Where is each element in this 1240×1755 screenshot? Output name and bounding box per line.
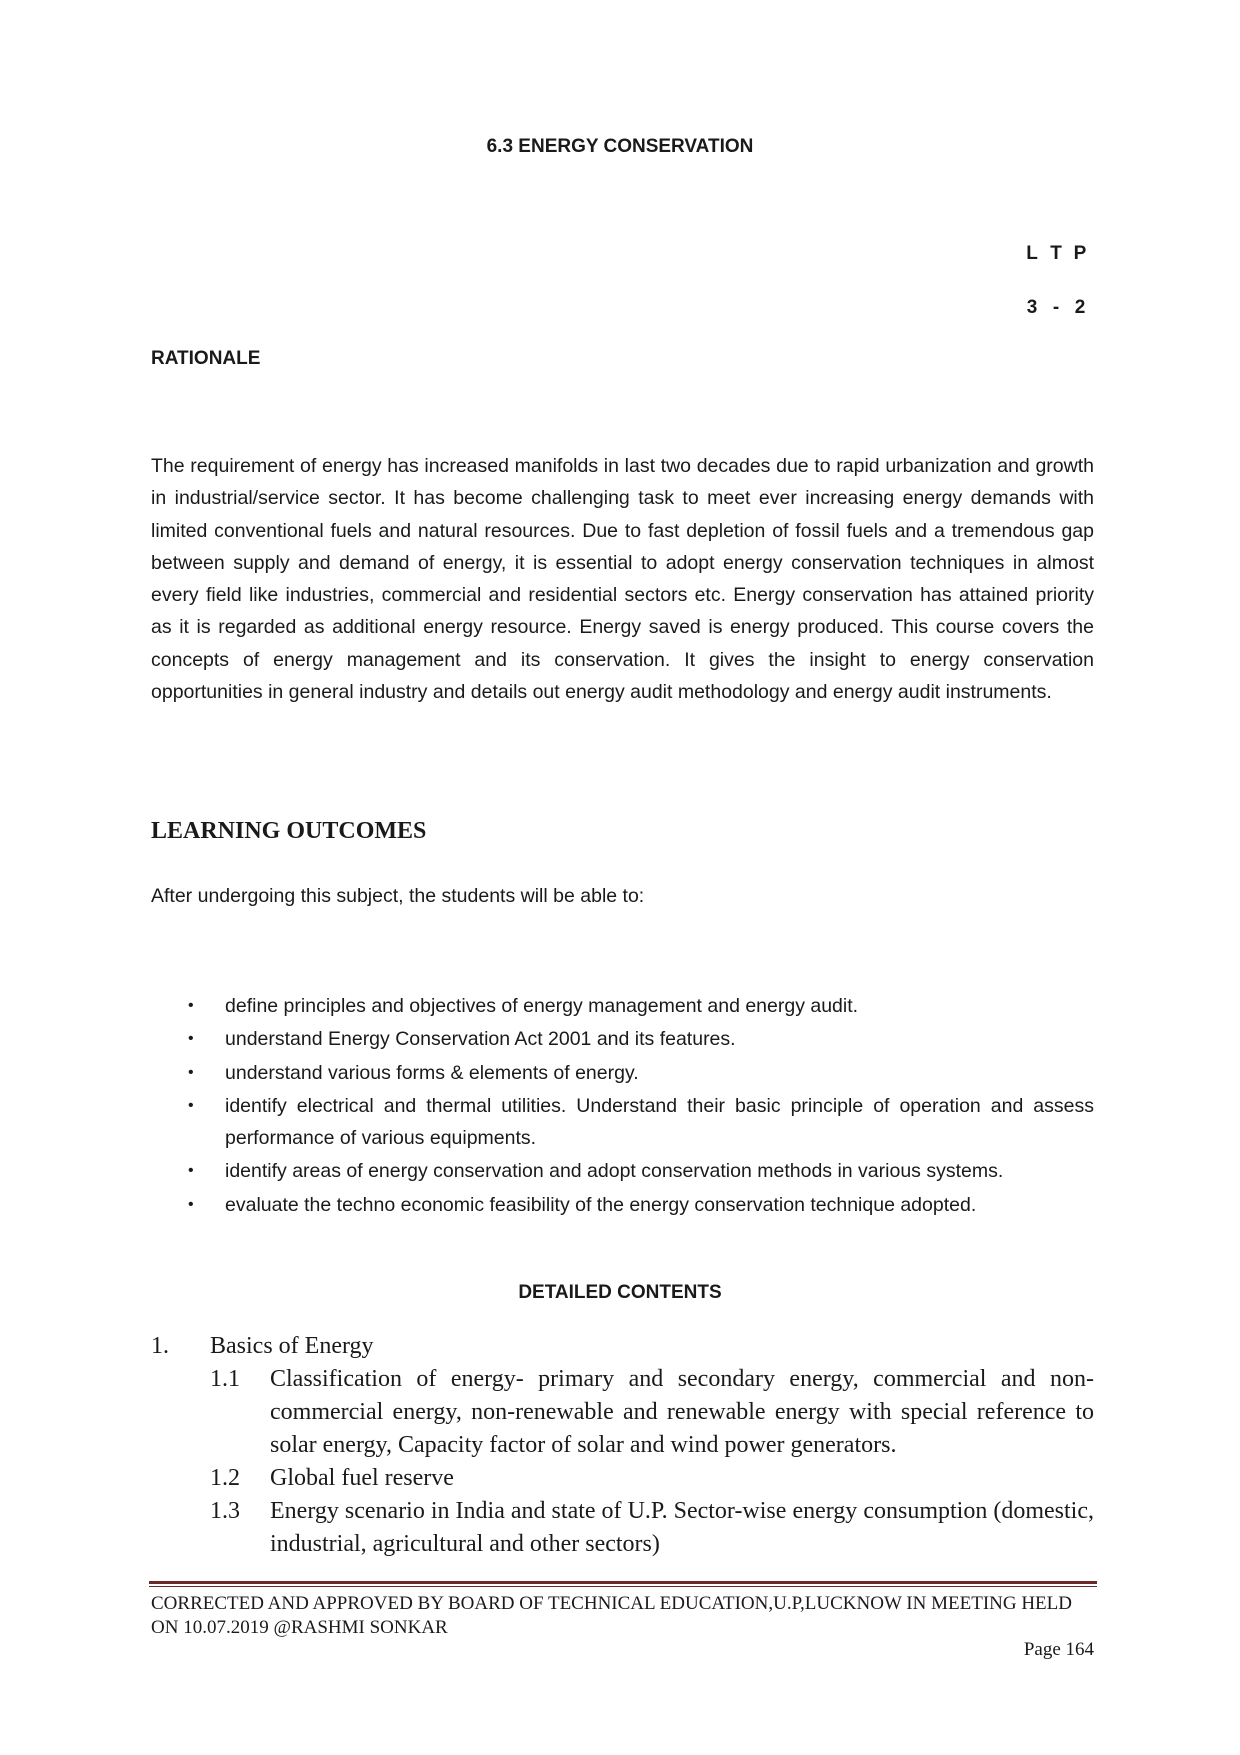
subtopic-text: Global fuel reserve xyxy=(270,1465,454,1491)
ltp-header-l: L xyxy=(1026,243,1038,264)
rationale-paragraph: The requirement of energy has increased manifolds in last two decades due to rapid urbanization and growth in industrial/service sector. It has become challenging task to meet ever increasing energy demands with limited conventional fuels and natural resources. Due to fast depletion of fossil fuels and a tremendous gap between supply and demand of energy, it is essential to adopt energy conservation techniques in almost every field like industries, commercial and residential sectors etc. Energy conservation has attained priority as it is regarded as additional energy resource. Energy saved is energy produced. This course covers the concepts of energy management and its conservation. It gives the insight to energy conservation opportunities in general industry and details out energy audit methodology and energy audit instruments. xyxy=(151,455,1094,704)
page-number: Page 164 xyxy=(1023,1639,1094,1660)
unit-number: 1. xyxy=(151,1333,169,1359)
ltp-value-p: 2 xyxy=(1074,297,1086,318)
page-title: 6.3 ENERGY CONSERVATION xyxy=(486,136,754,157)
bullet-icon: • xyxy=(188,1030,194,1048)
bullet-icon: • xyxy=(188,1063,194,1081)
ltp-header-p: P xyxy=(1073,243,1087,264)
ltp-value-l: 3 xyxy=(1026,297,1038,318)
subtopic xyxy=(151,1363,1094,1462)
bullet-icon: • xyxy=(188,1195,194,1213)
subtopic-number: 1.2 xyxy=(210,1465,240,1491)
subtopic-text: Classification of energy- primary and secondary energy, commercial and non-commercial energy, non-renewable and renewable energy with special reference to solar energy, Capacity factor of solar and wind power generators. xyxy=(270,1366,1094,1458)
outcome-text: define principles and objectives of energy management and energy audit. xyxy=(225,995,859,1017)
bullet-icon: • xyxy=(188,997,194,1014)
rationale-heading: RATIONALE xyxy=(151,348,261,369)
outcome-text: identify areas of energy conservation and adopt conservation methods in various systems. xyxy=(225,1160,1004,1183)
list-item xyxy=(151,1057,1094,1089)
outcome-text: understand various forms & elements of energy. xyxy=(225,1061,639,1084)
list-item xyxy=(151,1023,1094,1055)
ltp-values xyxy=(1020,297,1092,319)
subtopic-number: 1.1 xyxy=(210,1366,240,1392)
detailed-contents xyxy=(151,1330,1094,1561)
list-item xyxy=(151,990,1094,1022)
subtopic-number: 1.3 xyxy=(210,1498,240,1524)
ltp-value-t: - xyxy=(1052,297,1060,318)
footer-divider-thin xyxy=(149,1586,1097,1587)
detailed-contents-heading: DETAILED CONTENTS xyxy=(518,1282,722,1303)
ltp-header xyxy=(1020,243,1092,265)
outcome-text: evaluate the techno economic feasibility of the energy conservation technique adopted. xyxy=(225,1193,977,1216)
list-item xyxy=(151,1189,1094,1221)
footer-divider xyxy=(149,1581,1097,1584)
subtopic-text: Energy scenario in India and state of U.P. Sector-wise energy consumption (domestic, industrial, agricultural and other sectors) xyxy=(270,1498,1094,1557)
unit-heading xyxy=(151,1330,1094,1363)
outcome-text: identify electrical and thermal utilities. Understand their basic principle of operation and assess performance of various equipments. xyxy=(225,1094,1094,1150)
list-item xyxy=(151,1090,1094,1155)
list-item xyxy=(151,1155,1094,1187)
learning-outcomes-intro: After undergoing this subject, the students will be able to: xyxy=(151,885,645,907)
ltp-header-t: T xyxy=(1050,243,1062,264)
footer-approval-note: CORRECTED AND APPROVED BY BOARD OF TECHNICAL EDUCATION,U.P,LUCKNOW IN MEETING HELD ON 10.07.2019 @RASHMI SONKAR xyxy=(151,1593,1072,1638)
bullet-icon: • xyxy=(188,1096,194,1114)
outcome-text: understand Energy Conservation Act 2001 and its features. xyxy=(225,1028,736,1051)
learning-outcomes-list xyxy=(151,990,1094,1222)
unit-title: Basics of Energy xyxy=(210,1333,374,1359)
subtopic xyxy=(151,1495,1094,1561)
subtopic xyxy=(151,1462,1094,1495)
learning-outcomes-heading: LEARNING OUTCOMES xyxy=(151,818,427,844)
bullet-icon: • xyxy=(188,1162,194,1180)
